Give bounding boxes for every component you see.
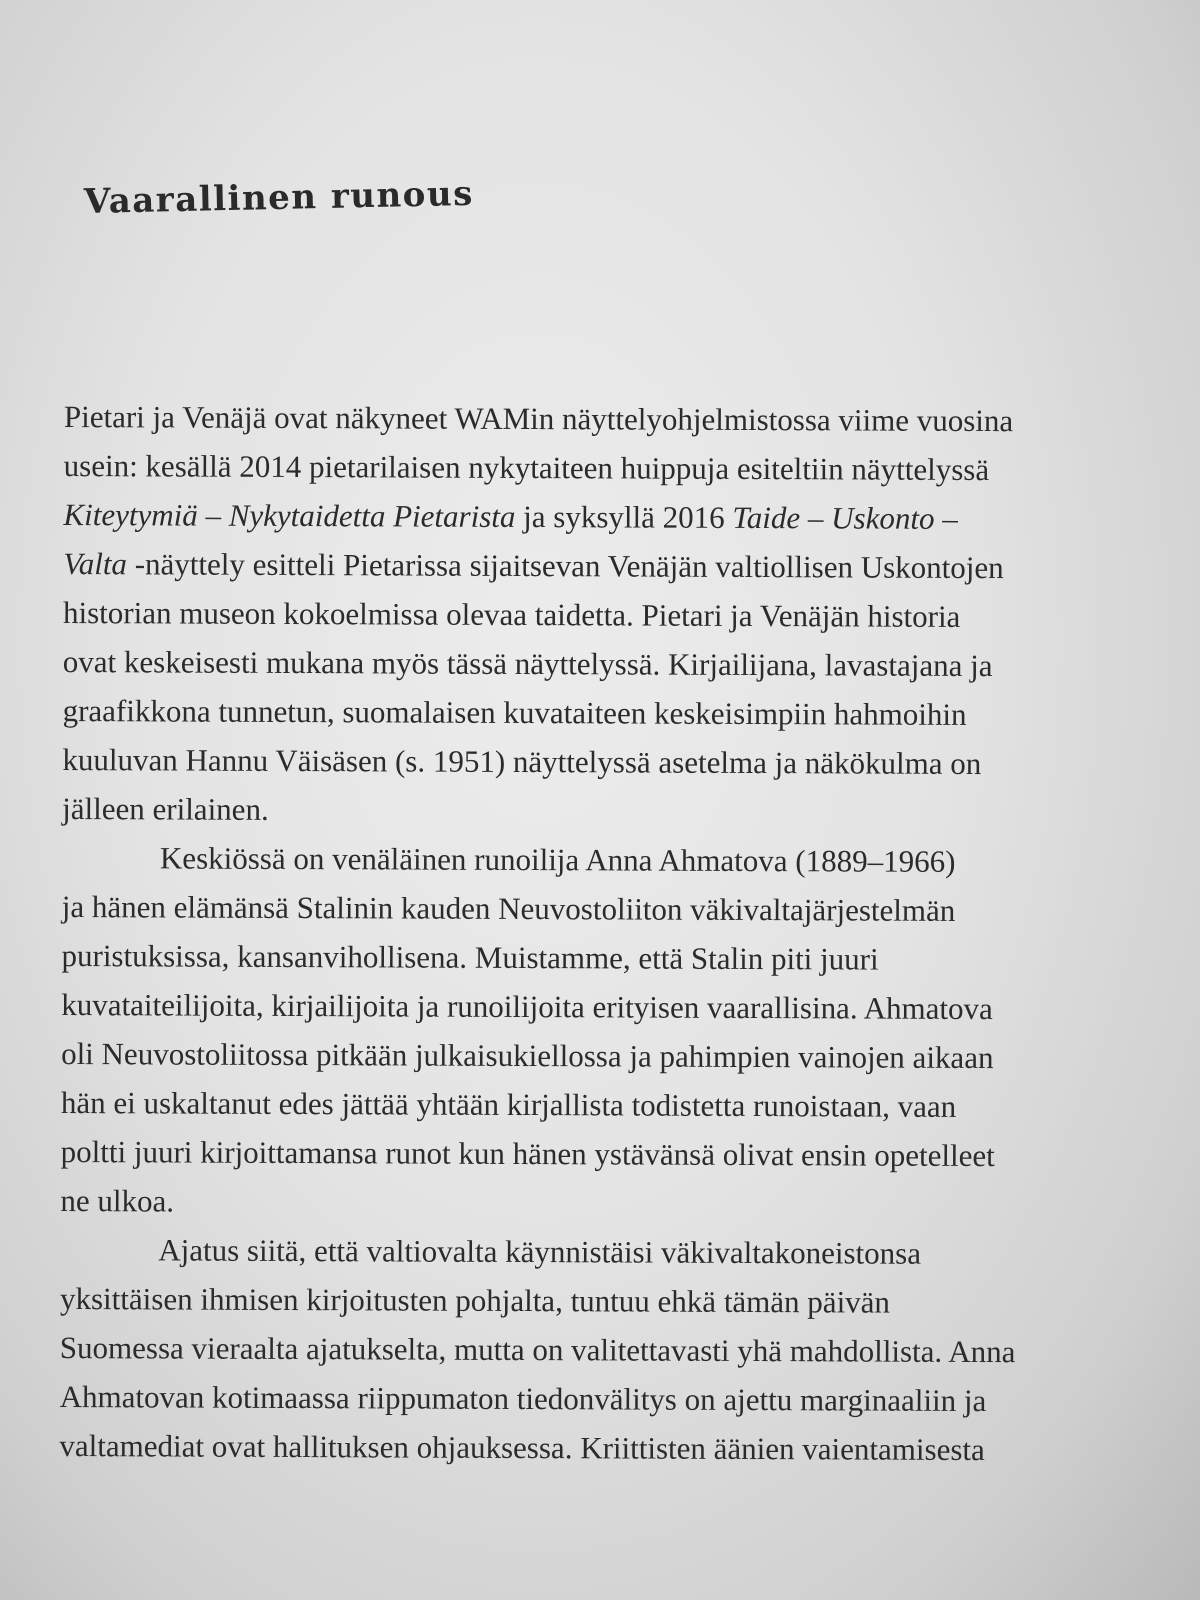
text-line — [62, 882, 1142, 936]
text-line — [64, 441, 1144, 495]
text-span: Keskiössä on venäläinen runoilija Anna Ahmatova (1889–1966) — [159, 840, 956, 879]
page-title: Vaarallinen runous — [83, 173, 475, 222]
text-line — [64, 392, 1144, 446]
text-span: usein: kesällä 2014 pietarilaisen nykytaiteen huippuja esiteltiin näyttelyssä — [63, 447, 990, 488]
paragraph-first-line — [60, 1225, 1140, 1279]
italic-title-text: Taide – Uskonto – — [732, 499, 958, 536]
text-span: jälleen erilainen. — [62, 790, 269, 827]
text-line — [61, 931, 1141, 985]
text-span: ja hänen elämänsä Stalinin kauden Neuvostoliiton väkivaltajärjestelmän — [61, 888, 956, 928]
text-line — [60, 1372, 1140, 1426]
text-span: Ahmatovan kotimaassa riippumaton tiedonvälitys on ajettu marginaaliin ja — [59, 1378, 987, 1419]
text-span: valtamediat ovat hallituksen ohjauksessa. Kriittisten äänien vaientamisesta — [59, 1427, 985, 1468]
text-span: oli Neuvostoliitossa pitkään julkaisukiellossa ja pahimpien vainojen aikaan — [61, 1035, 994, 1076]
text-line — [61, 1029, 1141, 1083]
text-span: hän ei uskaltanut edes jättää yhtään kirjallista todistetta runoistaan, vaan — [60, 1084, 957, 1124]
text-span: ja syksyllä 2016 — [515, 498, 733, 535]
text-line — [61, 1127, 1141, 1181]
text-span: graafikkona tunnetun, suomalaisen kuvataiteen keskeisimpiin hahmoihin — [62, 692, 967, 732]
text-span: ne ulkoa. — [60, 1182, 175, 1219]
body-text — [59, 392, 1144, 1475]
text-line — [61, 1078, 1141, 1132]
text-line — [63, 686, 1143, 740]
text-span: kuuluvan Hannu Väisäsen (s. 1951) näyttelyssä asetelma ja näkökulma on — [62, 741, 982, 782]
text-span: ovat keskeisesti mukana myös tässä näyttelyssä. Kirjailijana, lavastajana ja — [62, 643, 993, 684]
text-line — [60, 1176, 1140, 1230]
text-line — [63, 490, 1143, 544]
text-span: Suomessa vieraalta ajatukselta, mutta on valitettavasti yhä mahdollista. Anna — [59, 1329, 1016, 1370]
text-span: Ajatus siitä, että valtiovalta käynnistäisi väkivaltakoneistonsa — [158, 1232, 922, 1271]
text-line — [63, 588, 1143, 642]
text-line — [61, 980, 1141, 1034]
text-line — [60, 1323, 1140, 1377]
italic-title-text: Valta — [63, 545, 128, 582]
text-span: Pietari ja Venäjä ovat näkyneet WAMin näyttelyohjelmistossa viime vuosina — [63, 398, 1014, 439]
italic-title-text: Kiteytymiä – Nykytaidetta Pietarista — [63, 496, 516, 534]
text-span: historian museon kokoelmissa olevaa taidetta. Pietari ja Venäjän historia — [62, 594, 961, 634]
text-span: yksittäisen ihmisen kirjoitusten pohjalta, tuntuu ehkä tämän päivän — [59, 1280, 891, 1320]
paragraph-first-line — [62, 833, 1142, 887]
text-line — [63, 637, 1143, 691]
text-span: puristuksissa, kansanvihollisena. Muistamme, että Stalin piti juuri — [61, 937, 879, 977]
text-line — [60, 1274, 1140, 1328]
text-span: poltti juuri kirjoittamansa runot kun hänen ystävänsä olivat ensin opetelleet — [60, 1133, 995, 1174]
text-line — [63, 539, 1143, 593]
text-line — [59, 1421, 1139, 1475]
text-span: kuvataiteilijoita, kirjailijoita ja runoilijoita erityisen vaarallisina. Ahmatova — [61, 986, 993, 1027]
text-span: -näyttely esitteli Pietarissa sijaitsevan Venäjän valtiollisen Uskontojen — [126, 546, 1004, 586]
text-line — [62, 735, 1142, 789]
text-line — [62, 784, 1142, 838]
